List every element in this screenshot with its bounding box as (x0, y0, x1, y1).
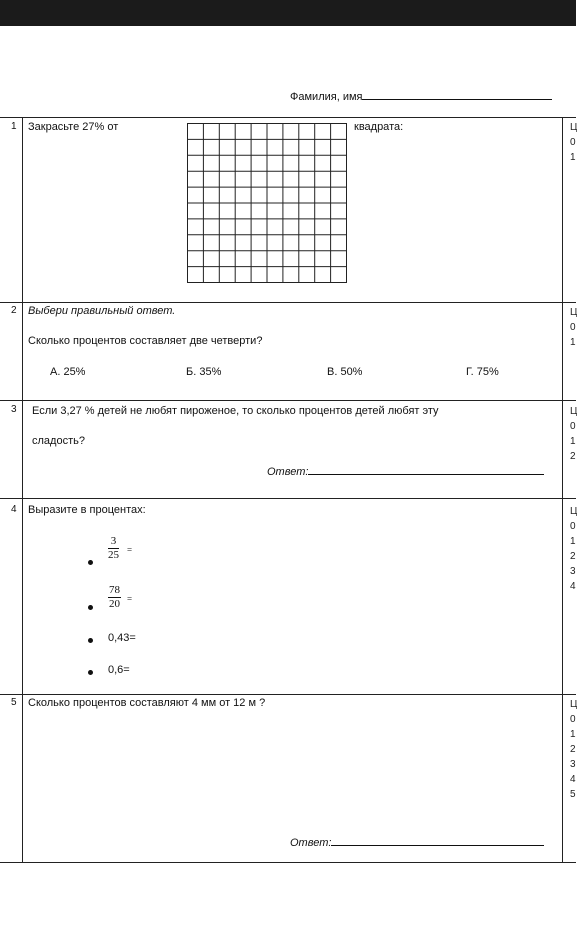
fraction-1: $\frac{3}{25}$ (108, 535, 119, 561)
task3-line1: Если 3,27 % детей не любят пироженое, то сколько процентов детей любят эту (32, 405, 439, 417)
table-border (0, 117, 576, 118)
name-label: Фамилия, имя (290, 91, 363, 103)
task5-text: Сколько процентов составляют 4 мм от 12 м ? (28, 697, 266, 709)
task5-answer (290, 836, 544, 849)
bullet (88, 605, 93, 610)
task-number: 2 (11, 305, 17, 316)
task3-line2: сладость? (32, 435, 85, 447)
option-a[interactable]: А. 25% (50, 366, 86, 378)
task-number: 5 (11, 697, 17, 708)
table-border (0, 862, 576, 863)
decimal-1: 0,43= (108, 632, 136, 644)
answer-blank[interactable] (331, 836, 544, 846)
option-c[interactable]: В. 50% (327, 366, 363, 378)
side-column-4: Ц 0 1 2 3 4 (570, 506, 577, 592)
table-divider (0, 400, 576, 401)
task-number: 4 (11, 504, 17, 515)
task1-text: Закрасьте 27% от (28, 121, 119, 133)
percent-grid[interactable] (187, 123, 347, 283)
option-d[interactable]: Г. 75% (466, 366, 499, 378)
answer-blank[interactable] (308, 465, 544, 475)
task-number: 1 (11, 121, 17, 132)
decimal-2: 0,6= (108, 664, 130, 676)
side-column-3: Ц 0 1 2 (570, 406, 577, 462)
answer-label: Ответ: (267, 466, 309, 478)
side-column-1: Ц 0 1 (570, 122, 577, 163)
column-divider (22, 117, 23, 863)
side-column-2: Ц 0 1 (570, 307, 577, 348)
table-divider (0, 498, 576, 499)
option-b[interactable]: Б. 35% (186, 366, 222, 378)
bullet (88, 638, 93, 643)
task1-text-after: квадрата: (354, 121, 404, 133)
task4-heading: Выразите в процентах: (28, 504, 146, 516)
table-divider (0, 694, 576, 695)
name-blank[interactable] (362, 89, 552, 100)
column-divider (562, 117, 563, 863)
fraction-1-eq: = (127, 545, 133, 555)
fraction-2: $\frac{78}{20}$ (109, 584, 120, 610)
task2-question: Сколько процентов составляет две четверти? (28, 335, 263, 347)
side-column-5: Ц 0 1 2 3 4 5 (570, 699, 577, 800)
top-bar (0, 0, 576, 26)
task3-answer (267, 465, 544, 478)
task2-heading: Выбери правильный ответ. (28, 305, 176, 317)
fraction-2-eq: = (127, 594, 133, 604)
task-number: 3 (11, 404, 17, 415)
bullet (88, 560, 93, 565)
bullet (88, 670, 93, 675)
answer-label: Ответ: (290, 837, 332, 849)
table-divider (0, 302, 576, 303)
name-field (290, 89, 552, 103)
